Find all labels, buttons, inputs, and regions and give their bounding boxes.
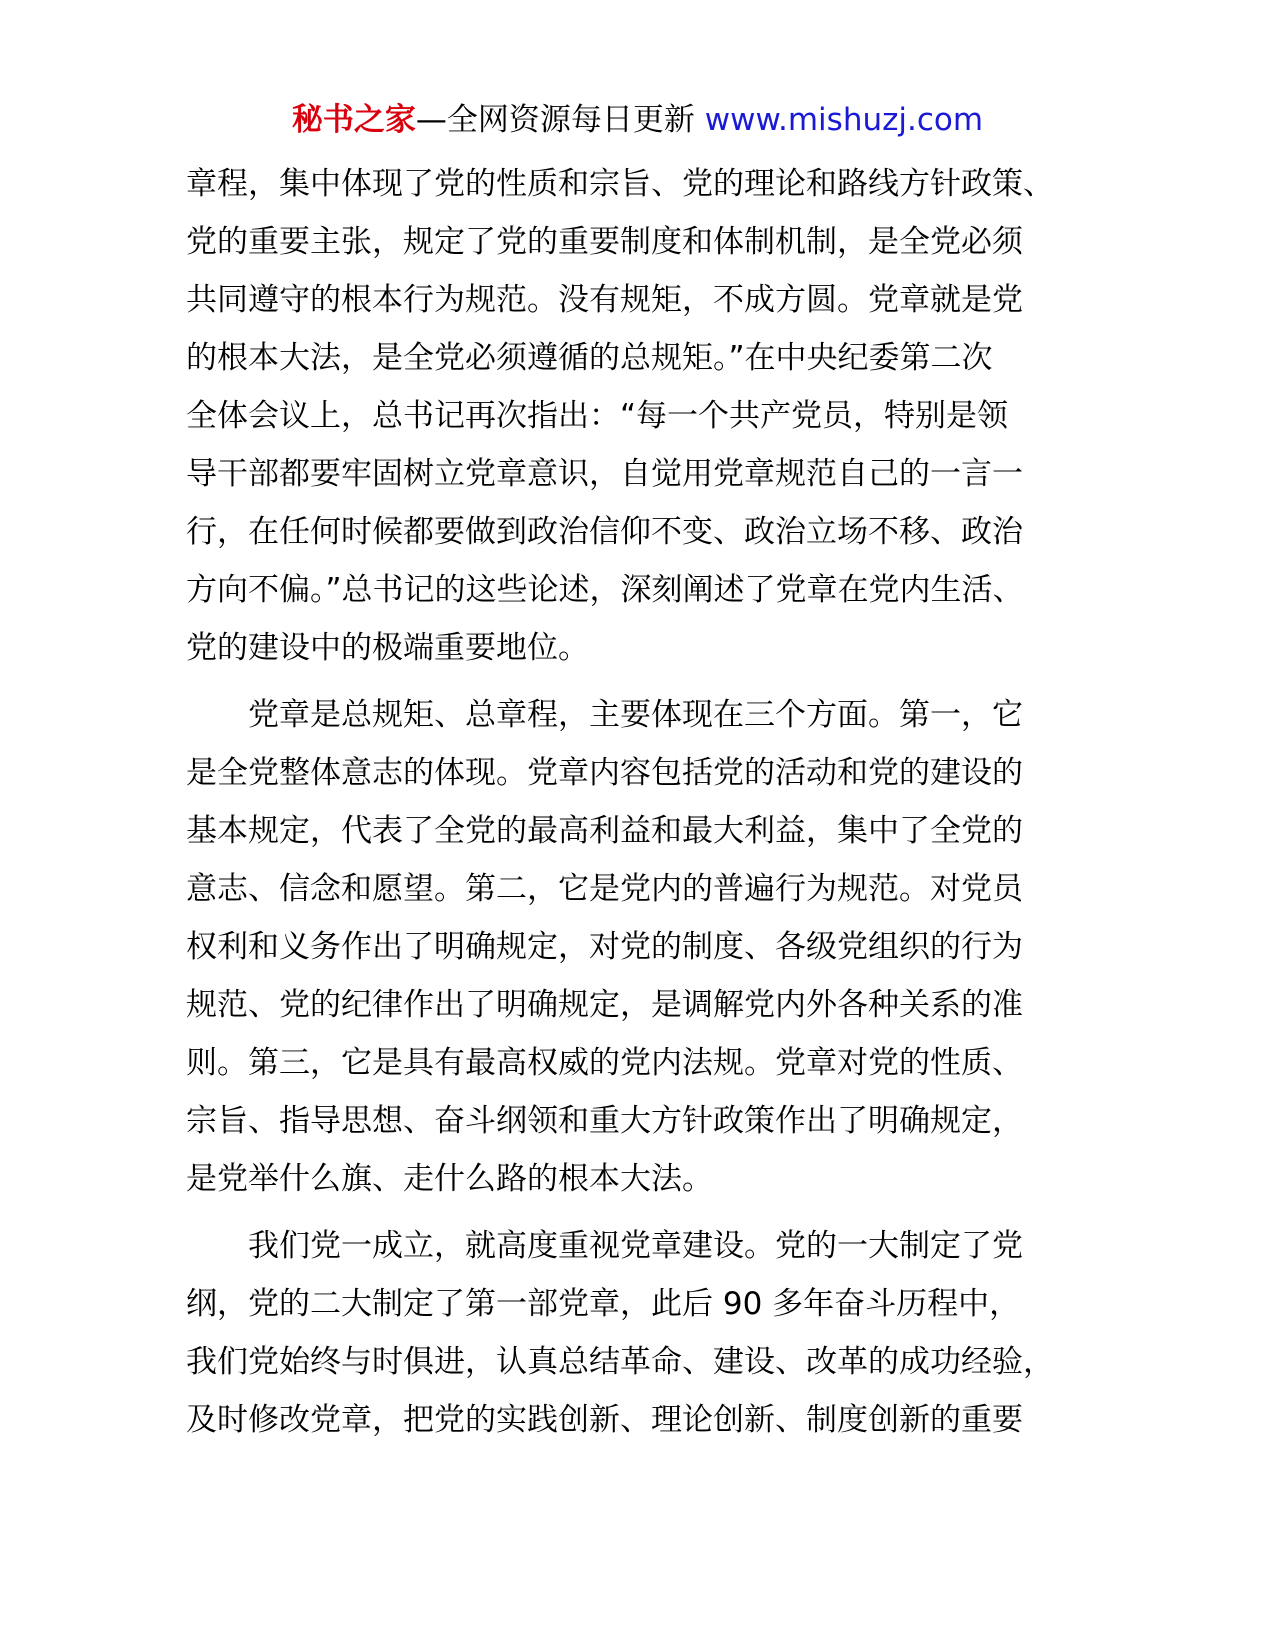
text-line: 基本规定，代表了全党的最高利益和最大利益，集中了全党的 bbox=[186, 813, 1023, 849]
text-line: 的根本大法，是全党必须遵循的总规矩。”在中央纪委第二次 bbox=[186, 340, 993, 376]
document-body bbox=[186, 155, 1106, 1458]
text-line: 则。第三，它是具有最高权威的党内法规。党章对党的性质、 bbox=[186, 1045, 1023, 1081]
text-line: 规范、党的纪律作出了明确规定，是调解党内外各种关系的准 bbox=[186, 987, 1023, 1023]
text-line: 行，在任何时候都要做到政治信仰不变、政治立场不移、政治 bbox=[186, 514, 1023, 550]
text-line: 共同遵守的根本行为规范。没有规矩，不成方圆。党章就是党 bbox=[186, 282, 1023, 318]
text-line: 权利和义务作出了明确规定，对党的制度、各级党组织的行为 bbox=[186, 929, 1023, 965]
header-tagline: —全网资源每日更新 bbox=[415, 102, 705, 138]
text-line: 宗旨、指导思想、奋斗纲领和重大方针政策作出了明确规定， bbox=[186, 1103, 1023, 1139]
text-line: 我们党始终与时俱进，认真总结革命、建设、改革的成功经验， bbox=[186, 1344, 1054, 1380]
text-line: 是全党整体意志的体现。党章内容包括党的活动和党的建设的 bbox=[186, 755, 1023, 791]
text-line: 党章是总规矩、总章程，主要体现在三个方面。第一，它 bbox=[186, 697, 1023, 733]
text-line: 章程，集中体现了党的性质和宗旨、党的理论和路线方针政策、 bbox=[186, 166, 1054, 202]
text-line: 纲，党的二大制定了第一部党章，此后 90 多年奋斗历程中， bbox=[186, 1286, 1021, 1322]
text-line: 党的重要主张，规定了党的重要制度和体制机制，是全党必须 bbox=[186, 224, 1023, 260]
brand-name: 秘书之家 bbox=[291, 102, 416, 138]
text-line: 意志、信念和愿望。第二，它是党内的普遍行为规范。对党员 bbox=[186, 871, 1023, 907]
site-header bbox=[0, 98, 1275, 142]
paragraph-3 bbox=[186, 1217, 1106, 1449]
text-line: 导干部都要牢固树立党章意识，自觉用党章规范自己的一言一 bbox=[186, 456, 1023, 492]
text-line: 是党举什么旗、走什么路的根本大法。 bbox=[186, 1161, 713, 1197]
text-line: 全体会议上，总书记再次指出：“每一个共产党员，特别是领 bbox=[186, 398, 1009, 434]
text-line: 方向不偏。”总书记的这些论述，深刻阐述了党章在党内生活、 bbox=[186, 572, 1024, 608]
text-line: 我们党一成立，就高度重视党章建设。党的一大制定了党 bbox=[186, 1228, 1023, 1264]
paragraph-1 bbox=[186, 155, 1106, 677]
paragraph-2 bbox=[186, 686, 1106, 1208]
text-line: 及时修改党章，把党的实践创新、理论创新、制度创新的重要 bbox=[186, 1402, 1023, 1438]
text-line: 党的建设中的极端重要地位。 bbox=[186, 630, 589, 666]
site-url-link[interactable]: www.mishuzj.com bbox=[704, 102, 984, 138]
